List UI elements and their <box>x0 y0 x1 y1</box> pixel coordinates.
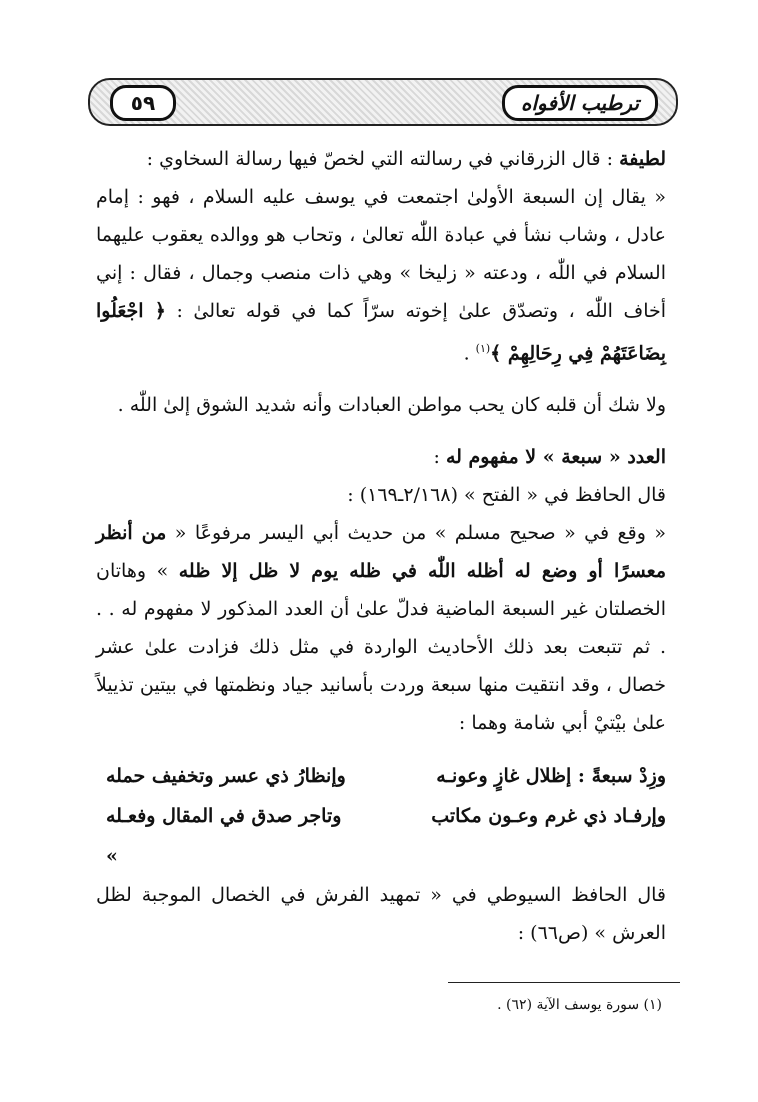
poem-verse-2 <box>96 796 666 876</box>
quran-verse: ﴿ اجْعَلُوا بِضَاعَتَهُمْ فِي رِحَالِهِمْ ﴾ <box>96 300 666 365</box>
hadith-text: من أنظر معسرًا أو وضع له أظله اللّٰه في ظله يوم لا ظل إلا ظله <box>96 522 667 583</box>
latifa-comment: ولا شك أن قلبه كان يحب مواطن العبادات وأنه شديد الشوق إلىٰ اللّٰه . <box>117 394 666 417</box>
latifa-intro <box>96 140 666 178</box>
verse-2-hemistich-1: وإرفـاد ذي غرم وعـون مكاتب <box>431 805 666 828</box>
suyuti-citation: قال الحافظ السيوطي في « تمهيد الفرش في الخصال الموجبة لظل العرش » (ص٦٦) : <box>96 884 666 945</box>
fath-quote <box>96 514 666 742</box>
latifa-quote-text: « يقال إن السبعة الأولىٰ اجتمعت في يوسف عليه السلام ، فهو : إمام عادل ، وشاب نشأ في عبادة اللّٰه تعالىٰ ، وتحاب هو ووالده يعقوب عليهما السلام في اللّٰه ، ودعته « زليخا » وهي ذات منصب وجمال ، فقال : إني أخاف اللّٰه ، وتصدّق علىٰ إخوته سرّاً كما في قوله تعالىٰ : <box>96 186 667 322</box>
book-title: ترطيب الأفواه <box>502 85 658 121</box>
page-number: ٥٩ <box>110 85 176 121</box>
verse-2-hemistich-2: وتاجر صدق في المقال وفعـله » <box>106 805 342 868</box>
latifa-label: لطيفة <box>619 148 666 170</box>
latifa-quote <box>96 178 666 372</box>
latifa-intro-text: : قال الزرقاني في رسالته التي لخصّ فيها رسالة السخاوي : <box>146 148 620 170</box>
page-header <box>88 78 678 126</box>
verse-1-hemistich-2: وإنظارُ ذي عسر وتخفيف حمله <box>106 765 346 788</box>
footnote-divider <box>448 982 680 983</box>
heading-text: العدد « سبعة » لا مفهوم له <box>445 446 666 469</box>
fath-quote-start: « وقع في « صحيح مسلم » من حديث أبي اليسر مرفوعًا « <box>166 522 666 545</box>
page-body <box>96 140 666 952</box>
quote-end: . <box>463 342 476 365</box>
heading-tail: : <box>433 446 446 469</box>
section-heading <box>96 438 666 476</box>
fath-citation: قال الحافظ في « الفتح » (٢/١٦٨ـ١٦٩) : <box>347 484 666 507</box>
footnote-ref: (١) <box>475 342 491 355</box>
verse-1-hemistich-1: وزِدْ سبعةً : إظلال غازٍ وعونـه <box>436 765 666 788</box>
fath-quote-rest: » وهاتان الخصلتان غير السبعة الماضية فدلّ علىٰ أن العدد المذكور لا مفهوم له . . . ثم تتبعت بعد ذلك الأحاديث الواردة في مثل ذلك فزادت علىٰ عشر خصال ، وقد انتقيت منها سبعة وردت بأسانيد جياد ونظمتها في بيتين تذييلاً علىٰ بيْتيْ أبي شامة وهما : <box>96 560 666 735</box>
poem-verse-1 <box>96 756 666 796</box>
footnote: (١) سورة يوسف الآية (٦٢) . <box>497 997 662 1013</box>
